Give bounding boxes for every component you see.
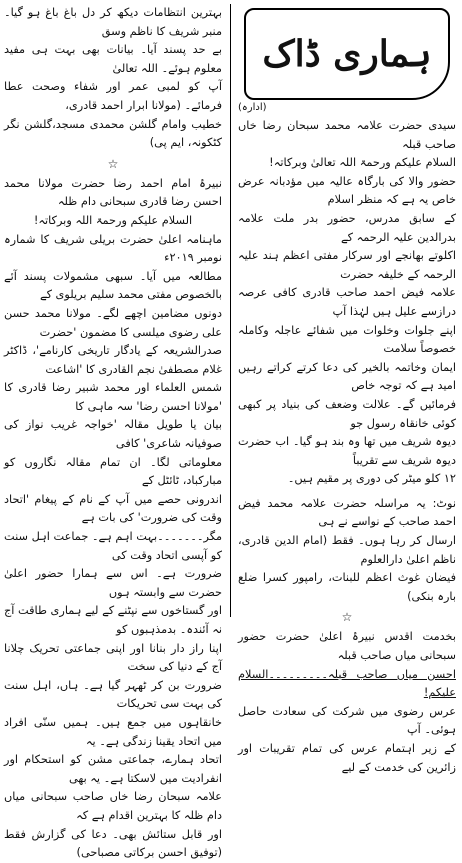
note-line: نوٹ: یہ مراسلہ حضرت علامہ محمد فیض احمد صاحب کے نواسے نے ہی: [238, 496, 456, 529]
para1-line: خطیب وامام گلشن محمدی مسجد،گلشن نگر کٹکونہ، ایم پی): [4, 117, 222, 150]
masthead-byline: (ادارہ): [238, 102, 267, 113]
letter1-line: ۱۲ کلو میٹر کی دوری پر مقیم ہیں۔: [287, 472, 456, 486]
letter1-body: [238, 173, 456, 489]
letter-line: مطالعہ میں آیا۔ سبھی مشمولات پسند آئے بالخصوص مفتی محمد سلیم بریلوی کے: [4, 269, 222, 302]
letter1-line: اکلوتے بھانجے اور سرکار مفتی اعظم ہند علیہ الرحمہ کے خلیفہ حضرت: [238, 249, 456, 281]
editor-note: [238, 495, 456, 607]
letter1-line: فرمائیں گے۔ علالت وضعف کی بنیاد پر کبھی کوئی خانقاہ رسول جو: [238, 397, 456, 430]
letter-line: مگر۔۔۔۔۔۔۔بہت اہم ہے۔ جماعت اہل سنت کو آپسی اتحاد وقت کی: [4, 530, 222, 562]
left-letter-greeting: السلام علیکم ورحمۃ اللہ وبرکاتہ!: [33, 213, 193, 227]
para1-line: آپ کو لمبی عمر اور شفاء وصحت عطا فرمائے۔ (مولانا ابرار احمد قادری،: [4, 80, 222, 112]
letter-line: بیان یا طویل مقالہ 'خواجہ غریب نواز کی صوفیانہ شاعری' کافی: [4, 418, 222, 451]
letter-line: صدرالشریعہ کے یادگار تاریخی کارنامے'، ڈاکٹر غلام مصطفیٰ نجم القادری کا 'اشاعت: [4, 344, 222, 376]
letter2-line: عرس رضوی میں شرکت کی سعادت حاصل ہوئی۔ آپ: [238, 704, 456, 737]
letter-line: اندرونی حصے میں آپ کے نام کے پیغام 'اتحاد وقت کی ضرورت' کی بات ہے: [4, 492, 222, 525]
letter1-line: علامہ فیض احمد صاحب قادری کافی عرصہ درازسے علیل ہیں لہٰذا آپ: [238, 286, 456, 318]
para1-line: بہترین انتظامات دیکھ کر دل باغ باغ ہو گیا۔ منبر شریف کا ناظم وسق: [4, 6, 222, 38]
letter-line: معلوماتی لگا۔ ان تمام مقالہ نگاروں کو مبارکباد، ٹائٹل کے: [4, 455, 222, 488]
letter1-line: ایمان وخاتمہ بالخیر کی دعا کرتے کراتے رہیں امید ہے کہ توجہ خاص: [238, 360, 456, 393]
star-separator: ☆: [341, 610, 353, 625]
letter-line: خانقاہوں میں جمع ہیں۔ ہمیں سنّی افراد میں اتحاد یقینا زندگی ہے۔ یہ: [4, 715, 222, 748]
letter-line: اور گستاخوں سے نپٹنے کے لیے ہماری طاقت آج نہ آئندہ۔ بدمذہبوں کو: [4, 604, 222, 636]
letter-line: اپنا راز دار بنانا اور اپنی جماعتی تحریک چلانا آج کے دنیا کی سخت: [4, 641, 222, 674]
letter1-greeting: السلام علیکم ورحمۃ اللہ تعالیٰ وبرکاتہ!: [269, 156, 456, 170]
letter2-greeting: احسن میاں صاحب قبلہ۔۔۔۔۔۔۔۔۔السلام علیکم!: [238, 667, 456, 700]
left-para1: [4, 4, 222, 153]
letter-line: ضرورت بن کر ٹھہر گیا ہے۔ ہاں، اہل سنت کی بہت سی تحریکات: [4, 678, 222, 711]
letter2-body: [238, 703, 456, 777]
right-column: [238, 4, 456, 774]
letter1-recipient: سیدی حضرت علامہ محمد سبحان رضا خاں صاحب قبلہ: [238, 119, 456, 151]
column-divider: [230, 4, 231, 617]
note-line: ارسال کر رہا ہوں۔ فقط (امام الدین قادری، ناظم اعلیٰ دارالعلوم: [238, 534, 456, 566]
letter2-line: کے زیر اہتمام عرس کی تمام تقریبات اور زائرین کی خدمت کے لیے: [238, 742, 456, 774]
star-separator: ☆: [107, 156, 119, 171]
left-column: [4, 4, 222, 860]
left-letter-body: [4, 231, 222, 863]
letter-line: ماہنامہ اعلیٰ حضرت بریلی شریف کا شمارہ نومبر ۲۰۱۹ء: [4, 232, 222, 265]
letter-line: اتحاد ہمارے، جماعتی مشن کو استحکام اور انفرادیت میں لاسکتا ہے۔ یہ بھی: [4, 753, 222, 785]
masthead-title: ہماری ڈاک: [262, 33, 432, 75]
para1-line: بے حد پسند آیا۔ بیانات بھی بہت ہی مفید معلوم ہوئے۔ اللہ تعالیٰ: [4, 43, 222, 75]
letter-line: علامہ سبحان رضا خاں صاحب سبحانی میاں دام ظلہ کا بہترین اقدام ہے کہ: [4, 790, 222, 822]
letter1-line: دیوہ شریف میں تھا وہ بند ہو گیا۔ اب حضرت دیوہ شریف سے تقریباً: [238, 435, 456, 467]
letter1-line: حضور والا کی بارگاہ عالیہ میں مؤدبانہ عرض خاص یہ ہے کہ منظر اسلام: [238, 174, 456, 207]
letter-line: اور قابل ستائش بھی۔ دعا کی گزارش فقط (توفیق احسن برکاتی مصباحی): [4, 827, 222, 860]
left-letter-recipient: نبیرۂ امام احمد رضا حضرت مولانا محمد احسن رضا قادری سبحانی دام ظلہ: [4, 176, 222, 209]
letter-line: شمس العلماء اور محمد شبیر رضا قادری کا 'مولانا احسن رضا' سہ ماہی کا: [4, 381, 222, 413]
note-line: فیضان غوث اعظم للبنات، رامپور کسرا ضلع بارہ بنکی): [238, 571, 456, 603]
letter1-line: کے سابق مدرس، حضور بدر ملت علامہ بدرالدین علیہ الرحمہ کے: [238, 211, 456, 244]
masthead-box: [244, 8, 450, 100]
letter-line: دونوں مضامین اچھے لگے۔ مولانا محمد حسن علی رضوی میلسی کا مضمون 'حضرت: [4, 306, 222, 339]
letter1-line: اپنے جلوات وخلوات میں شفائے عاجلہ وکاملہ خصوصاً سلامت: [238, 323, 456, 356]
letter2-recipient: بخدمت اقدس نبیرۂ اعلیٰ حضرت حضور سبحانی میاں صاحب قبلہ: [238, 630, 456, 663]
letter-line: ضرورت ہے۔ اس سے ہمارا حضور اعلیٰ حضرت سے وابستہ ہوں: [4, 567, 222, 599]
